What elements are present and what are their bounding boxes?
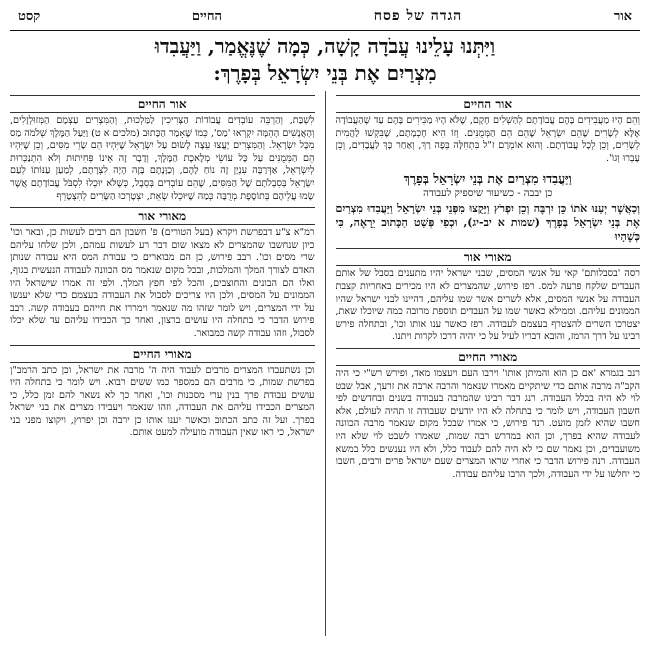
running-head <box>10 8 640 31</box>
running-head-title: הגדה של פסח <box>373 8 463 24</box>
commentary-text-or-hachaim-left: וְהֵם הָיוּ מַעֲבִידִים בָּהֶם עֲבוֹדָתָם לְהַשְׁלִים חָקָם, שֶׁלֹּא הָיוּ מַכִּירִים בָּהֶם עַד שֶׁהַעֲבוֹדָה אֶלָּא לְשָׂרִים שֶׁהֵם יִשְׂרָאֵל שֶׁהֵם הֵם הַמְּמֻנִּים. וְזוֹ הִיא חָכְמָתָם, שֶׁבִּקְשׁוּ לַהֲמִית לְשָׂרִים, וְכֵן לְכָל עֲבוֹדָתָם. וְהוּא אוֹמְרָם ז"ל בִּתְחִלָּה בְּפֶה רַךְ, וְאַחַר כָּךְ לַעֲבָדִים, וְכֵן עָבְרוּ וְגוֹ'. <box>335 115 640 164</box>
sub-verse-note: כן יבבה - כשיעור שיספיק לעבודה <box>423 188 553 200</box>
commentary-text-meorei-hachaim-left: רנב בגמרא 'אם כן הוא והמיתן אותו' וירבו העם ויעצמו מאד, ופירש רש"י כי היה הקב"ה מרבה אותם כדי שיתקיים מאמרו שנאמר והרבה ארבה את זרעך, אבל שבט לוי לא היה בכלל העבודה. רנג דבר רבינו שהמרבה בעבודה בשנים ובחדשים לפי חשבון העבודה, ויש לומר כי בתחלה לא היו יודעים שעבודה זו תהיה לעולם, אלא חשבו שהיא לזמן מועט. רנד פירוש, כי אמרו שבכל מקום שנאמר מרבה הכוונה לעבודה שהיא בפרך, וכן הוא במדרש רבה שמות, שאמרו לשבט לוי שלא היו משועבדים, וכן נאמר שם כי לא היה להם לעבוד כלל, ולא היו נענשים כלל במשא העבודה. רנה פירוש הדבר כי אחרי שראו המצרים שעם ישראל פרים ורבים, חשבו כי יחלשו על ידי העבודה, ולכך הרבו עליהם עבודה. <box>335 367 640 480</box>
main-verse <box>10 31 640 89</box>
commentary-text-meorei-or-right: רמ"א צ"ע דבפרשת ויקרא (בעל הטורים) פ' חשבון הם רבים לעשות כן, ובאר וכו' כיון שנחשבו שהמצרים לא מצאו שום דבר רע לעשות עמהם, ולכן שלחו עליהם שרי מסים וכו'. רבב פירוש, כן הם מבוארים כי עבודת המס היא עבודה שנותן האדם לצורך המלך והמלכות, ובכל מקום שנאמר מס הכוונה לעבודה הנעשית בגוף, ואלו הם הבונים והחוצבים, והכל לפי חפץ המלך. ולפי זה אמרו שישראל היו הממונים על המסים, ולכן היו צריכים לסבול את העבודה בעצמם כדי שלא יענשו על ידי המצרים, ויש לומר שזהו מה שנאמר וימררו את חייהם בעבודה קשה. רבב פירוש הדבר כי בתחלה היו עושים ברצון, ואחר כך הכבידו עליהם עד שלא יכלו לסבול, וזהו עבודה קשה כמבואר. <box>10 227 315 339</box>
page-number: קסט <box>18 9 41 24</box>
commentary-heading-meorei-hachaim-left: מאורי החיים <box>336 348 641 366</box>
commentary-heading-meorei-or-left: מאורי אור <box>336 248 641 266</box>
commentary-text-meorei-or-left: רסה 'בסבלותם' קאי על אנשי המסים, שבני ישראל יהיו מתענים בסבל של אותם העבדים שלקח פרעה למס. רפז פירוש, שהמצרים לא היו מכירים באחריות קצבת העבודה על אנשי המסים, אלא לשרים אשר שמו עליהם, דהיינו לבני ישראל שהיו הממונים עליהם. וממילא כאשר שמו על העבדים תוספת מרובה כמה שיוכלו שאת, יצטרכו השרים להצטרף בעצמם לעבודה. רפז כאשר ענו אותו וכו', ובתחלה פירש רבינו על דרך הרמז, והובא דבריו לעיל על כי יהיה דרכו לקרות ויתנו. <box>335 268 640 343</box>
commentary-text-or-hachaim-right: לִשְׁבַּת, וְהַרְבֵּה עוֹבְדִים עֲבוֹדוֹת הַצְּרִיכִין לַמַּלְכוּת, וְהַמִּצְרִים עַצְמָם הַמְּזוּלְזָלִים, וְהָאֲנָשִׁים הָהֵמָּה יִקְרְאוּ 'מַס', כְּמוֹ שֶׁאָמַר הַכָּתוּב (מלכים א ט) וַיַּעַל הַמֶּלֶךְ שְׁלֹמֹה מַס מִכָּל יִשְׂרָאֵל. וְהַמִּצְרִים יָעֲצוּ עֵצָה לָשׂוּם עַל יִשְׂרָאֵל שֶׁיִּהְיוּ הֵם שָׂרֵי מִסִּים, וְכֵן שֶׁיִּהְיוּ הֵם הַמְּמֻנִּים עַל כָּל עוֹשֵׂי מְלֶאכֶת הַמֶּלֶךְ, וְדָבָר זֶה אֵינוֹ פְּחִיתוּת וְלֹא הִתְנַכְּרוּת לְיִשְׂרָאֵל, אַדְּרַבָּה עִנְיָן זֶה נוֹחַ לָהֶם, וְכַוָּנָתָם בָּזֶה הָיָה לִצְרָתָם, לְמַעַן עַנּוֹתוֹ לְעַם יִשְׂרָאֵל בְּסִבְלֹתָם שֶׁל הַמִּסִּים, שֶׁהֵם עוֹבְדִים בְּסֵבֶל, כְּשֶׁלֹּא יוּכְלוּ לִסְבֹּל עֲבוֹדָתָם אֲשֶׁר שָׂמוּ עֲלֵיהֶם בְּתוֹסֶפֶת מְרֻבָּה כְּמַה שֶׁיּוּכְלוּ שְׂאֵת, יִצְטָרְכוּ הַשָּׂרִים לְהִצְטָרֵף <box>10 115 315 202</box>
column-divider <box>325 91 326 636</box>
left-commentary-column <box>336 91 641 636</box>
running-head-right: אור <box>613 9 632 24</box>
running-head-center-left: החיים <box>191 9 223 24</box>
commentary-heading-meorei-hachaim-right: מאורי החיים <box>10 345 315 363</box>
commentary-heading-meorei-or-right: מאורי אור <box>10 207 315 225</box>
sub-verse-title: וַיַּעֲבִדוּ מִצְרַיִם אֶת בְּנֵי יִשְׂרָאֵל בְּפָרֶךְ <box>403 171 572 187</box>
commentary-columns <box>10 91 640 636</box>
main-verse-line1: וַיִּתְּנוּ עָלֵינוּ עֲבֹדָה קָשָׁה, כְּמָה שֶׁנֶּאֱמַר, וַיַּעֲבִדוּ <box>154 34 496 58</box>
quoted-verse-text: וְכַאֲשֶׁר יְעַנּוּ אֹתוֹ כֵּן יִרְבֶּה וְכֵן יִפְרֹץ וַיָּקֻצוּ מִפְּנֵי בְּנֵי יִשְׂרָאֵל וַיַּעֲבִדוּ מִצְרַיִם אֶת בְּנֵי יִשְׂרָאֵל בְּפָרֶךְ (שמות א יב-יג), וּכְפִי פְּשַׁט הַכָּתוּב יֵרָאֶה, כִּי כְּשֶׁהָיוּ <box>335 202 640 244</box>
main-verse-line2: מִצְרַיִם אֶת בְּנֵי יִשְׂרָאֵל בְּפָרֶךְ: <box>213 61 437 85</box>
commentary-heading-or-hachaim-right: אור החיים <box>10 95 315 113</box>
commentary-heading-or-hachaim-left: אור החיים <box>336 95 641 113</box>
commentary-text-meorei-hachaim-right: וכן נשתעבדו המצרים מרבים לעבוד היה ה' מרבה את ישראל, וכן כתב הרמב"ן בפרשת שמות, כי מרבים הם במספר כמו ששים רבוא. ויש לומר כי בתחלה היו עושים עבודת פרך בנין ערי מסכנות וכו', ואחר כך לא נשאר להם זמן כלל, כי המצרים הכבידו עליהם את העבודה, וזהו שנאמר ויעבידו מצרים את בני ישראל בפרך. ועל זה כתב הכתוב וכאשר יענו אותו כן ירבה וכן יפרוץ, ויקוצו מפני בני ישראל, כי ראו שאין העבודה מועילה למעט אותם. <box>10 364 315 439</box>
right-commentary-column <box>10 91 315 636</box>
